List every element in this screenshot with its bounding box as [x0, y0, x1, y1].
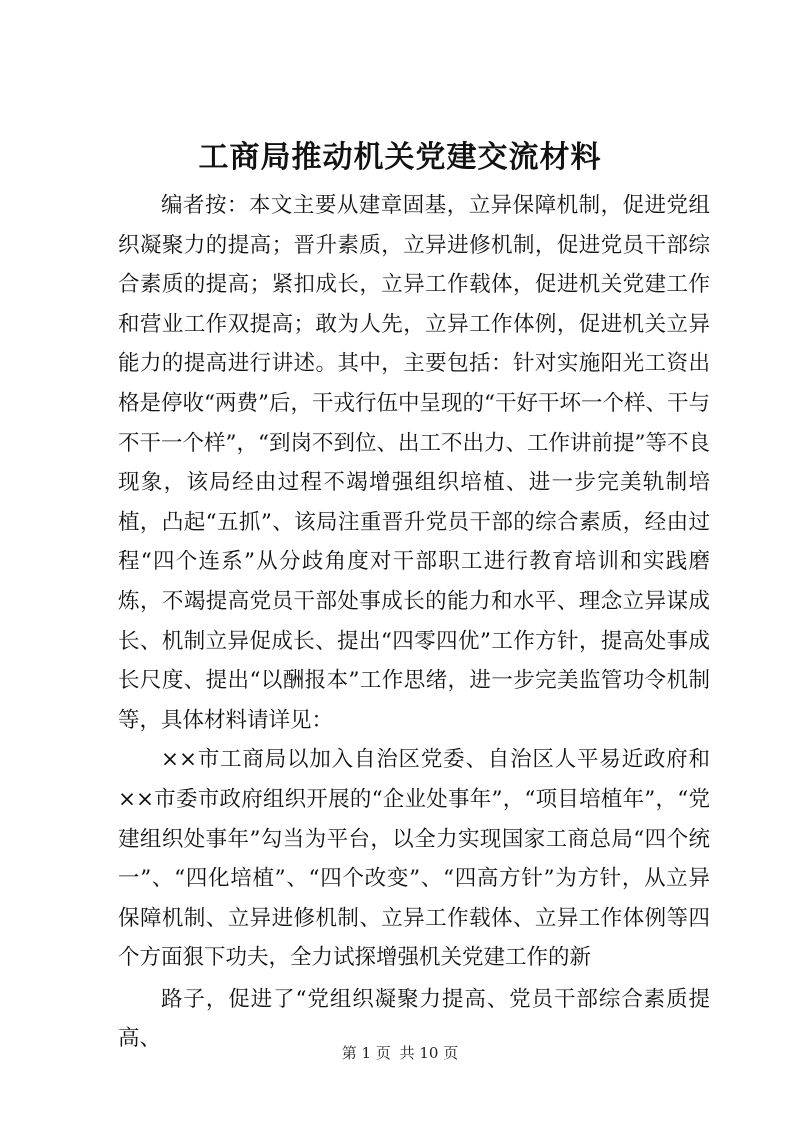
paragraph-main: ××市工商局以加入自治区党委、自治区人平易近政府和××市委市政府组织开展的“企业处事年”，“项目培植年”，“党建组织处事年”勾当为平台，以全力实现国家工商总局“四个统一”、“四化培植”、“四个改变”、“四高方针”为方针，从立异保障机制、立异进修机制、立异工作载体、立异工作体例等四个方面狠下功夫，全力试探增强机关党建工作的新 [118, 747, 710, 971]
page-total: 共 10 页 [399, 1044, 459, 1062]
paragraph-continued: 路子，促进了“党组织凝聚力提高、党员干部综合素质提高、 [118, 986, 710, 1052]
paragraph-editor-note: 编者按：本文主要从建章固基，立异保障机制，促进党组织凝聚力的提高；晋升素质，立异进修机制，促进党员干部综合素质的提高；紧扣成长，立异工作载体，促进机关党建工作和营业工作双提高；敢为人先，立异工作体例，促进机关立异能力的提高进行讲述。其中，主要包括：针对实施阳光工资出格是停收“两费”后，干戎行伍中呈现的“干好干坏一个样、干与不干一个样”，“到岗不到位、出工不出力、工作讲前提”等不良现象，该局经由过程不竭增强组织培植、进一步完美轨制培植，凸起“五抓”、该局注重晋升党员干部的综合素质，经由过程“四个连系”从分歧角度对干部职工进行教育培训和实践磨炼，不竭提高党员干部处事成长的能力和水平、理念立异谋成长、机制立异促成长、提出“四零四优”工作方针，提高处事成长尺度、提出“以酬报本”工作思绪，进一步完美监管功令机制等，具体材料请详见： [118, 193, 710, 733]
page-footer [0, 1043, 800, 1063]
page-number: 第 1 页 [341, 1044, 391, 1062]
document-title: 工商局推动机关党建交流材料 [198, 140, 602, 175]
document-body [118, 186, 710, 1059]
